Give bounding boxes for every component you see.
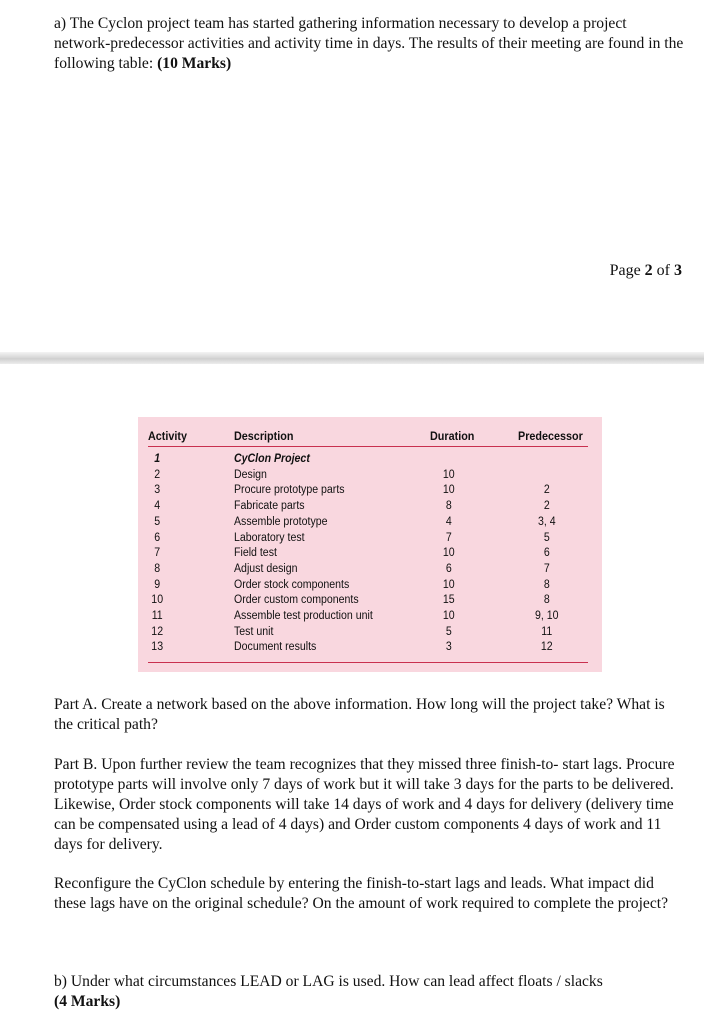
activity-cell: 4 [154, 500, 161, 513]
table-row [138, 516, 602, 532]
description-cell: Document results [234, 641, 317, 654]
predecessor-cell: 8 [543, 594, 550, 607]
table-row [138, 626, 602, 642]
description-cell: Adjust design [234, 562, 298, 575]
description-cell: Order stock components [234, 578, 350, 591]
predecessor-cell: 9, 10 [535, 610, 559, 622]
activity-table [138, 417, 602, 672]
part-a-paragraph: Part A. Create a network based on the above information. How long will the project take? What is the critical path? [54, 696, 665, 733]
table-row [138, 547, 602, 563]
duration-cell: 15 [442, 594, 455, 607]
part-b2-marks: (4 Marks) [54, 993, 121, 1010]
description-cell: Laboratory test [234, 531, 305, 544]
activity-cell: 2 [154, 468, 161, 481]
predecessor-cell: 11 [541, 625, 553, 638]
activity-cell: 8 [154, 562, 161, 575]
table-row [138, 532, 602, 548]
activity-cell: 6 [154, 531, 161, 544]
part-b-paragraph: Part B. Upon further review the team recognizes that they missed three finish-to- start lags. Procure prototype parts will involve only 7 days of work but it will take 3 days for the parts to be delivered. Likewise, Order stock components will take 14 days of work and 4 days for delivery (delivery time can be compensated using a lead of 4 days) and Order custom components 4 days of work and 11 days for delivery. [54, 756, 675, 853]
intro-text: a) The Cyclon project team has started gathering information necessary to develop a project network-predecessor activities and activity time in days. The results of their meeting are found in the following table: [54, 15, 684, 72]
description-cell: Assemble test production unit [234, 610, 373, 622]
activity-cell: 12 [151, 625, 164, 638]
predecessor-cell: 5 [543, 531, 550, 544]
description-cell: Design [234, 468, 267, 481]
description-cell: Order custom components [234, 594, 359, 607]
table-row [138, 469, 602, 485]
intro-marks: (10 Marks) [157, 55, 232, 72]
header-description: Description [234, 429, 294, 443]
duration-cell: 6 [445, 562, 452, 575]
activity-cell: 5 [154, 515, 161, 528]
duration-cell: 4 [445, 515, 452, 528]
duration-cell: 3 [445, 641, 452, 654]
page-of-label: of [656, 262, 670, 279]
duration-cell: 10 [442, 547, 455, 560]
description-cell: Test unit [234, 625, 274, 638]
duration-cell: 10 [442, 610, 455, 622]
header-rule [148, 446, 588, 447]
activity-cell: 9 [154, 578, 161, 591]
predecessor-cell: 7 [543, 562, 550, 575]
activity-cell: 3 [154, 484, 161, 497]
page-divider [0, 352, 704, 364]
predecessor-cell: 2 [543, 484, 550, 497]
table-row [138, 579, 602, 595]
page-number [610, 262, 682, 280]
table-row [138, 500, 602, 516]
duration-cell: 7 [445, 531, 452, 544]
page-total: 3 [674, 262, 682, 279]
duration-cell: 10 [442, 468, 455, 481]
activity-cell: 7 [154, 547, 161, 560]
predecessor-cell: 2 [543, 500, 550, 513]
header-predecessor: Predecessor [518, 429, 583, 443]
description-cell: Field test [234, 547, 277, 560]
predecessor-cell: 8 [543, 578, 550, 591]
part-b2-text: b) Under what circumstances LEAD or LAG is used. How can lead affect floats / slacks [54, 973, 603, 990]
header-activity: Activity [148, 429, 188, 443]
description-cell: Procure prototype parts [234, 484, 345, 497]
duration-cell: 8 [445, 500, 452, 513]
description-cell: Fabricate parts [234, 500, 305, 513]
description-cell: Assemble prototype [234, 515, 328, 528]
page-current: 2 [644, 262, 653, 279]
intro-paragraph [54, 14, 686, 74]
reconfigure-paragraph: Reconfigure the CyClon schedule by entering the finish-to-start lags and leads. What impact did these lags have on the original schedule? On the amount of work required to complete the project? [54, 875, 669, 912]
table-row [138, 484, 602, 500]
table-row [138, 594, 602, 610]
header-duration: Duration [430, 429, 475, 443]
description-cell: CyClon Project [234, 453, 310, 465]
activity-cell: 10 [151, 594, 164, 607]
activity-cell: 1 [154, 453, 161, 465]
duration-cell: 10 [442, 484, 455, 497]
table-row [138, 641, 602, 657]
duration-cell: 5 [445, 625, 452, 638]
part-b2-paragraph [54, 972, 686, 1012]
predecessor-cell: 6 [543, 547, 550, 560]
duration-cell: 10 [442, 578, 455, 591]
table-row [138, 610, 602, 626]
predecessor-cell: 3, 4 [537, 515, 556, 528]
activity-cell: 13 [151, 641, 164, 654]
table-row [138, 563, 602, 579]
activity-cell: 11 [151, 610, 163, 622]
page-label: Page [609, 262, 641, 279]
table-row [138, 453, 602, 469]
footer-rule [148, 662, 588, 663]
predecessor-cell: 12 [540, 641, 553, 654]
